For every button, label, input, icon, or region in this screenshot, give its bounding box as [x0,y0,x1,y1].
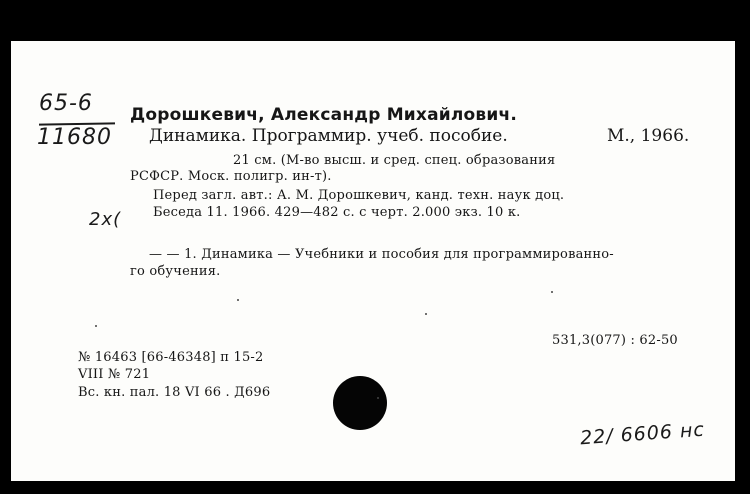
call-number-bottom: 11680 [37,125,112,150]
title-line: Динамика. Программир. учеб. пособие. [149,126,508,146]
record-line-1: № 16463 [66-46348] п 15-2 [78,350,264,365]
description-line-4: Беседа 11. 1966. 429—482 с. с черт. 2.000 экз. 10 к. [153,205,521,220]
subject-line-1: — — 1. Динамика — Учебники и пособия для программированно- [149,247,614,262]
subject-line-2: го обучения. [130,264,221,279]
catalog-card [11,41,735,481]
call-number-top: 65-6 [39,91,93,116]
description-line-2: РСФСР. Моск. полигр. ин-т). [130,169,332,184]
place-year: М., 1966. [607,126,690,146]
record-line-2: VIII № 721 [78,367,151,382]
record-line-3: Вс. кн. пал. 18 VI 66 . Д696 [78,385,271,400]
handwritten-signature: 22/ 6606 нс [579,418,706,450]
speck [95,325,97,327]
speck [551,291,553,293]
speck [237,299,239,301]
description-line-1: 21 см. (М-во высш. и сред. спец. образования [233,153,556,168]
classification-index: 531,3(077) : 62-50 [552,333,678,348]
punch-hole [333,376,387,430]
margin-mark: 2x( [89,209,122,230]
author-heading: Дорошкевич, Александр Михайлович. [130,105,517,125]
description-line-3: Перед загл. авт.: А. М. Дорошкевич, канд. техн. наук доц. [153,188,565,203]
speck [377,397,379,399]
speck [425,313,427,315]
